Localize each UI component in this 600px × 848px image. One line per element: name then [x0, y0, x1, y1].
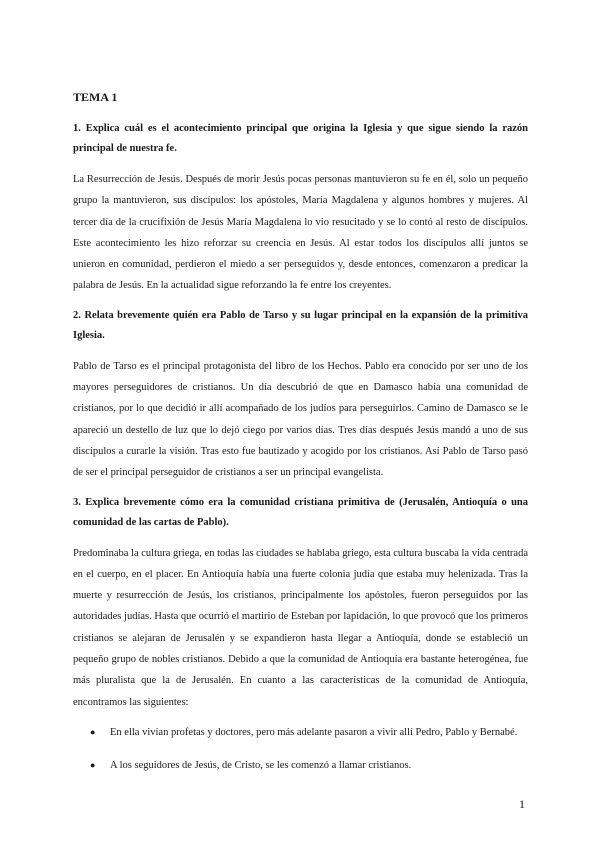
list-item — [73, 755, 528, 776]
bullet-icon: ● — [90, 726, 96, 737]
answer-3: Predominaba la cultura griega, en todas las ciudades se hablaba griego, esta cultura buscaba la vida centrada en el cuerpo, en el placer. En Antioquía había una fuerte colonia judía que estaba muy helenizada. Tras la muerte y resurrección de Jesús, los cristianos, principalmente los apóstoles, fueron perseguidos por las autoridades judías. Hasta que ocurrió el martirio de Esteban por lapidación, lo que provocó que los primeros cristianos se alejaran de Jerusalén y se expandieron hasta llegar a Antioquía, donde se estableció un pequeño grupo de nobles cristianos. Debido a que la comunidad de Antioquía era bastante heterogénea, fue más pluralista que la de Jerusalén. En cuanto a las características de la comunidad de Antioquía, encontramos las siguientes: — [73, 547, 528, 708]
answer-2: Pablo de Tarso es el principal protagonista del libro de los Hechos. Pablo era conocido por ser uno de los mayores perseguidores de cristianos. Un día descubrió de que en Damasco había una comunidad de cristianos, por lo que decidió ir allí acompañado de los judíos para perseguirlos. Camino de Damasco se le apareció un destello de luz que lo dejó ciego por varios días. Tres días después Jesús mandó a uno de sus discípulos a curarle la visión. Tras esto fue bautizado y acogido por los cristianos. Así Pablo de Tarso pasó de ser el principal perseguidor de cristianos a ser un principal evangelista. — [73, 360, 528, 479]
list-item-text: En ella vivían profetas y doctores, pero más adelante pasaron a vivir allí Pedro, Pablo y Bernabé. — [110, 726, 518, 738]
characteristics-list — [73, 722, 528, 776]
answer-1: La Resurrección de Jesús. Después de morir Jesús pocas personas mantuvieron su fe en él, solo un pequeño grupo la mantuvieron, sus discípulos: los apóstoles, María Magdalena y algunos hombres y mujeres. Al tercer día de la crucifixión de Jesús María Magdalena lo vio resucitado y se lo contó al resto de discípulos. Este acontecimiento les hizo reforzar su creencia en Jesús. Al estar todos los discípulos allí juntos se unieron en comunidad, perdieron el miedo a ser perseguidos y, desde entonces, comenzaron a predicar la palabra de Jesús. En la actualidad sigue reforzando la fe entre los creyentes. — [73, 174, 528, 292]
list-item-text: A los seguidores de Jesús, de Cristo, se les comenzó a llamar cristianos. — [110, 759, 412, 771]
list-item — [73, 722, 528, 743]
page-number: 1 — [519, 797, 525, 811]
document-body — [73, 90, 528, 788]
question-2: 2. Relata brevemente quién era Pablo de Tarso y su lugar principal en la expansión de la primitiva Iglesia. — [73, 309, 528, 341]
question-1: 1. Explica cuál es el acontecimiento principal que origina la Iglesia y que sigue siendo la razón principal de nuestra fe. — [73, 123, 528, 154]
bullet-icon: ● — [90, 759, 96, 770]
document-title: TEMA 1 — [73, 90, 118, 104]
question-3: 3. Explica brevemente cómo era la comunidad cristiana primitiva de (Jerusalén, Antioquía o una comunidad de las cartas de Pablo). — [73, 496, 528, 528]
